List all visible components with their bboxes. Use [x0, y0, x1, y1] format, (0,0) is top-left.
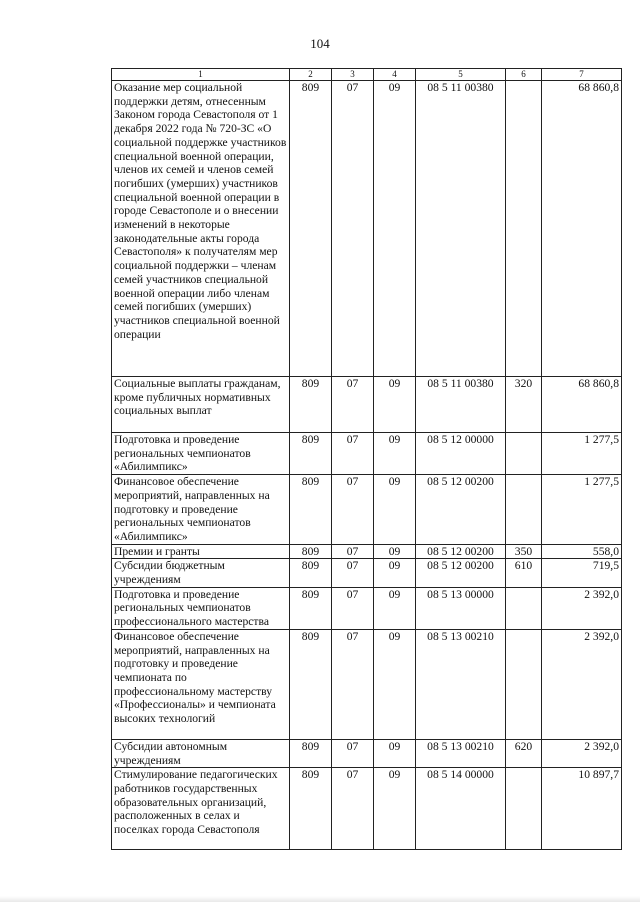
- amount: 1 277,5: [542, 433, 622, 475]
- column-number: 3: [332, 69, 374, 81]
- expense-name: Подготовка и проведение региональных чемпионатов «Абилимпикс»: [112, 433, 290, 475]
- expense-type: [506, 433, 542, 475]
- expense-name: Оказание мер социальной поддержки детям, отнесенным Законом города Севастополя от 1 декабря 2022 года № 720-ЗС «О социальной поддержке участников специальной военной операции, членов их семей и членов семей погибших (умерших) участников специальной военной операции в городе Севастополе и о внесении изменений в некоторые законодательные акты города Севастополя» к получателям мер социальной поддержки – членам семей участников специальной военной операции либо членам семей погибших (умерших) участников специальной военной операции: [112, 81, 290, 377]
- ministry-code: 809: [290, 377, 332, 433]
- expense-name: Стимулирование педагогических работников государственных образовательных организаций, расположенных в селах и поселках города Севастополя: [112, 768, 290, 850]
- expense-name: Субсидии бюджетным учреждениям: [112, 559, 290, 587]
- expense-name: Финансовое обеспечение мероприятий, направленных на подготовку и проведение чемпионата по профессиональному мастерству «Профессионалы» и чемпионата высоких технологий: [112, 629, 290, 739]
- table-row: [112, 377, 622, 433]
- table-row: [112, 544, 622, 559]
- ministry-code: 809: [290, 559, 332, 587]
- subsection-code: 09: [374, 377, 416, 433]
- target-article: 08 5 11 00380: [416, 81, 506, 377]
- ministry-code: 809: [290, 81, 332, 377]
- expense-type: 610: [506, 559, 542, 587]
- column-number: 6: [506, 69, 542, 81]
- ministry-code: 809: [290, 587, 332, 629]
- table-row: [112, 629, 622, 739]
- table-row: [112, 768, 622, 850]
- amount: 10 897,7: [542, 768, 622, 850]
- ministry-code: 809: [290, 739, 332, 767]
- column-number-row: [112, 69, 622, 81]
- page-number: 104: [310, 36, 330, 51]
- budget-table: [111, 68, 622, 850]
- target-article: 08 5 13 00000: [416, 587, 506, 629]
- expense-name: Финансовое обеспечение мероприятий, направленных на подготовку и проведение региональных чемпионатов «Абилимпикс»: [112, 475, 290, 545]
- target-article: 08 5 11 00380: [416, 377, 506, 433]
- table-row: [112, 433, 622, 475]
- expense-type: [506, 768, 542, 850]
- table-row: [112, 739, 622, 767]
- amount: 719,5: [542, 559, 622, 587]
- subsection-code: 09: [374, 768, 416, 850]
- expense-type: [506, 587, 542, 629]
- section-code: 07: [332, 768, 374, 850]
- section-code: 07: [332, 544, 374, 559]
- subsection-code: 09: [374, 475, 416, 545]
- amount: 2 392,0: [542, 739, 622, 767]
- scan-edge: [0, 896, 640, 902]
- column-number: 7: [542, 69, 622, 81]
- expense-name: Подготовка и проведение региональных чемпионатов профессионального мастерства: [112, 587, 290, 629]
- subsection-code: 09: [374, 629, 416, 739]
- target-article: 08 5 12 00200: [416, 559, 506, 587]
- target-article: 08 5 12 00200: [416, 544, 506, 559]
- subsection-code: 09: [374, 587, 416, 629]
- subsection-code: 09: [374, 433, 416, 475]
- section-code: 07: [332, 587, 374, 629]
- amount: 558,0: [542, 544, 622, 559]
- target-article: 08 5 13 00210: [416, 739, 506, 767]
- expense-type: 350: [506, 544, 542, 559]
- table-row: [112, 475, 622, 545]
- target-article: 08 5 14 00000: [416, 768, 506, 850]
- section-code: 07: [332, 559, 374, 587]
- subsection-code: 09: [374, 544, 416, 559]
- expense-name: Премии и гранты: [112, 544, 290, 559]
- ministry-code: 809: [290, 544, 332, 559]
- column-number: 4: [374, 69, 416, 81]
- expense-name: Социальные выплаты гражданам, кроме публичных нормативных социальных выплат: [112, 377, 290, 433]
- ministry-code: 809: [290, 768, 332, 850]
- table-row: [112, 587, 622, 629]
- amount: 2 392,0: [542, 629, 622, 739]
- column-number: 5: [416, 69, 506, 81]
- expense-name: Субсидии автономным учреждениям: [112, 739, 290, 767]
- expense-type: [506, 475, 542, 545]
- table-row: [112, 559, 622, 587]
- table-body: [112, 81, 622, 850]
- section-code: 07: [332, 433, 374, 475]
- table-row: [112, 81, 622, 377]
- amount: 2 392,0: [542, 587, 622, 629]
- amount: 68 860,8: [542, 377, 622, 433]
- target-article: 08 5 12 00200: [416, 475, 506, 545]
- expense-type: [506, 81, 542, 377]
- expense-type: 620: [506, 739, 542, 767]
- target-article: 08 5 13 00210: [416, 629, 506, 739]
- amount: 1 277,5: [542, 475, 622, 545]
- section-code: 07: [332, 377, 374, 433]
- subsection-code: 09: [374, 559, 416, 587]
- section-code: 07: [332, 81, 374, 377]
- amount: 68 860,8: [542, 81, 622, 377]
- section-code: 07: [332, 739, 374, 767]
- section-code: 07: [332, 475, 374, 545]
- ministry-code: 809: [290, 433, 332, 475]
- ministry-code: 809: [290, 475, 332, 545]
- expense-type: [506, 629, 542, 739]
- column-number: 1: [112, 69, 290, 81]
- ministry-code: 809: [290, 629, 332, 739]
- expense-type: 320: [506, 377, 542, 433]
- target-article: 08 5 12 00000: [416, 433, 506, 475]
- section-code: 07: [332, 629, 374, 739]
- subsection-code: 09: [374, 81, 416, 377]
- column-number: 2: [290, 69, 332, 81]
- subsection-code: 09: [374, 739, 416, 767]
